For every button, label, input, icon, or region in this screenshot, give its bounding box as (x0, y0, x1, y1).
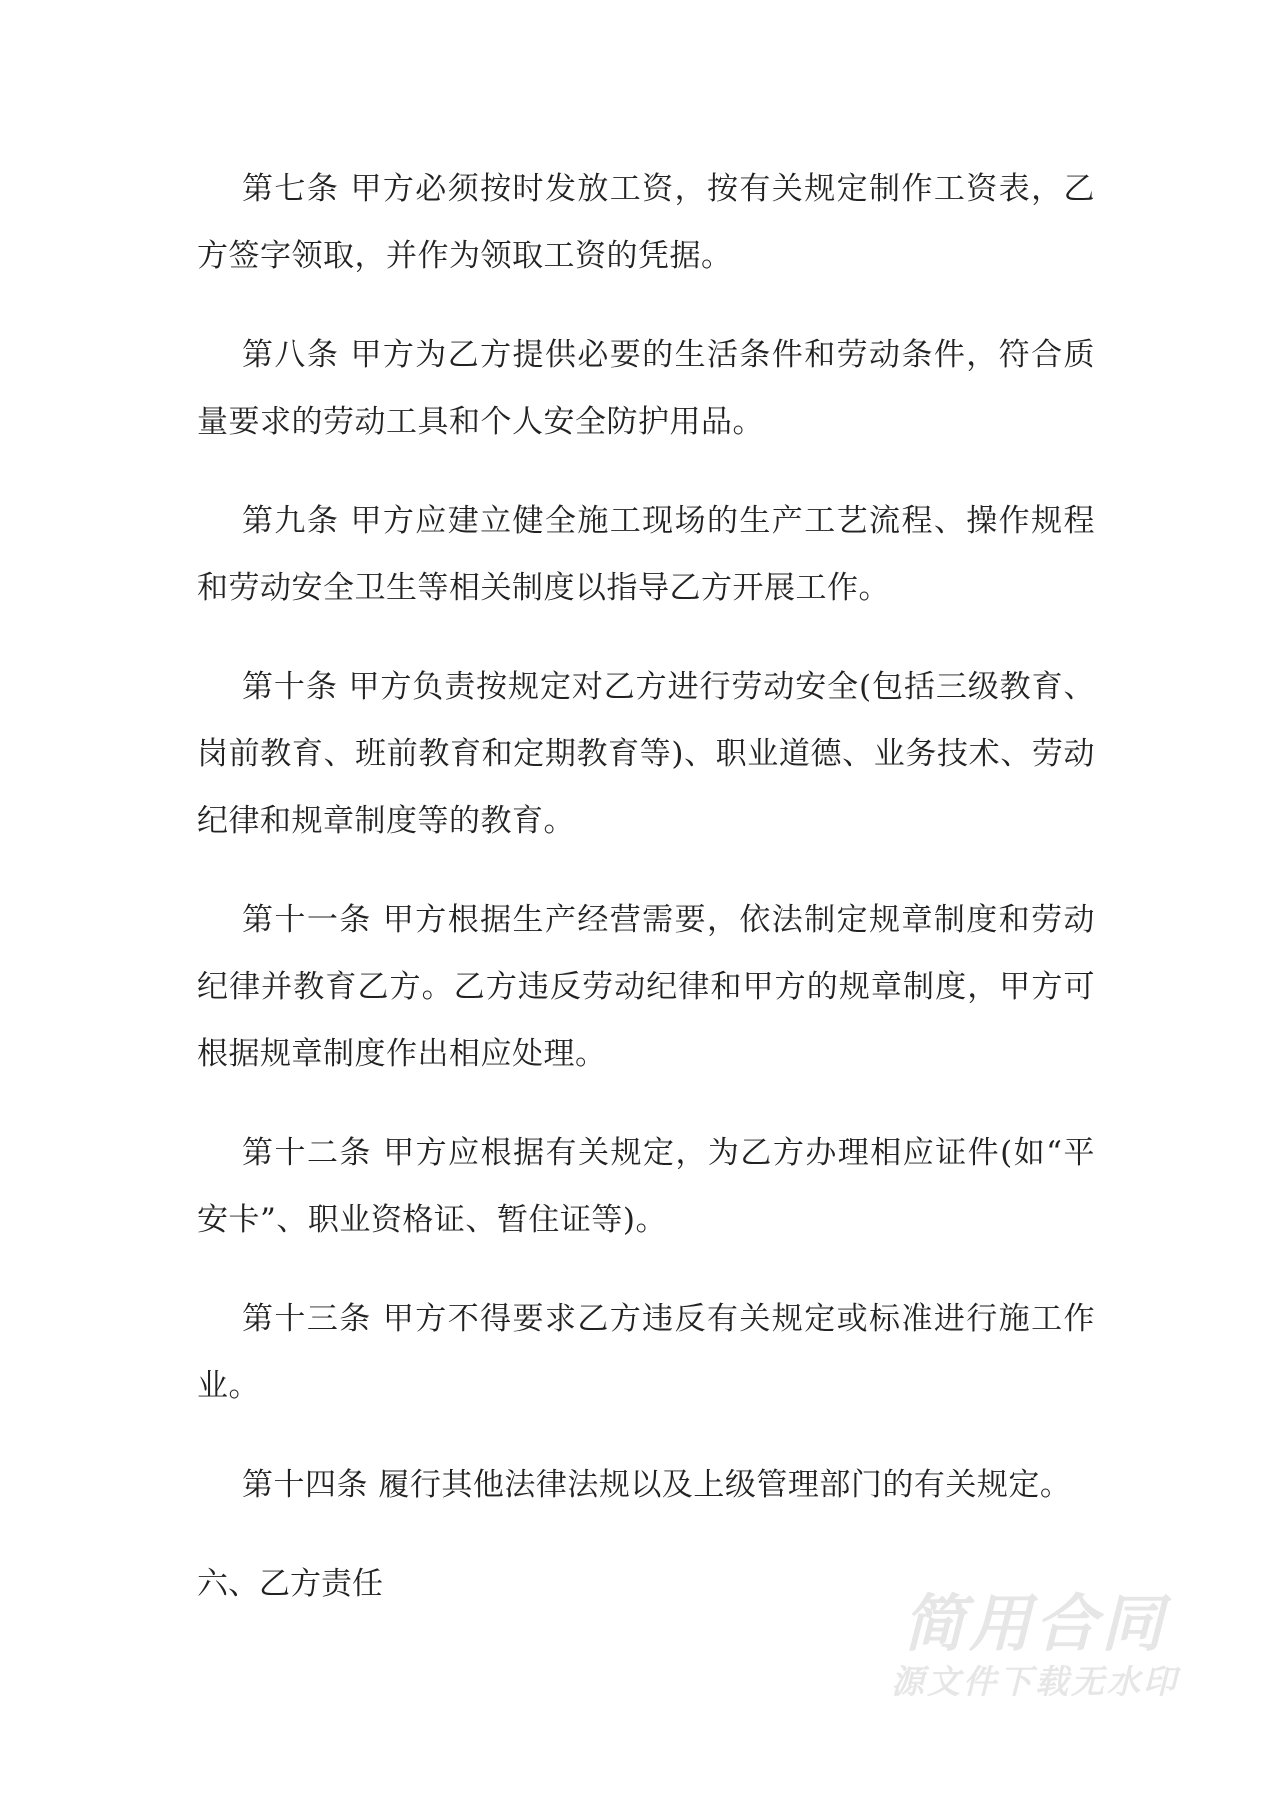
watermark-slogan: 源文件下载无水印 (891, 1662, 1179, 1701)
watermark (885, 1588, 1185, 1704)
section-heading: 六、乙方责任 (197, 1566, 383, 1602)
article-8: 第八条 甲方为乙方提供必要的生活条件和劳动条件，符合质量要求的劳动工具和个人安全防护用品。 (197, 337, 1095, 440)
article-9: 第九条 甲方应建立健全施工现场的生产工艺流程、操作规程和劳动安全卫生等相关制度以指导乙方开展工作。 (197, 503, 1095, 606)
watermark-brand: 简用合同 (902, 1587, 1167, 1660)
article-12: 第十二条 甲方应根据有关规定，为乙方办理相应证件(如“平安卡”、职业资格证、暂住证等)。 (197, 1135, 1095, 1238)
document-body (197, 156, 1095, 1618)
article-10: 第十条 甲方负责按规定对乙方进行劳动安全(包括三级教育、岗前教育、班前教育和定期教育等)、职业道德、业务技术、劳动纪律和规章制度等的教育。 (197, 669, 1095, 839)
article-11: 第十一条 甲方根据生产经营需要，依法制定规章制度和劳动纪律并教育乙方。乙方违反劳动纪律和甲方的规章制度，甲方可根据规章制度作出相应处理。 (197, 902, 1095, 1072)
article-13: 第十三条 甲方不得要求乙方违反有关规定或标准进行施工作业。 (197, 1301, 1095, 1404)
article-7: 第七条 甲方必须按时发放工资，按有关规定制作工资表，乙方签字领取，并作为领取工资的凭据。 (197, 171, 1095, 274)
article-14: 第十四条 履行其他法律法规以及上级管理部门的有关规定。 (242, 1467, 1072, 1503)
